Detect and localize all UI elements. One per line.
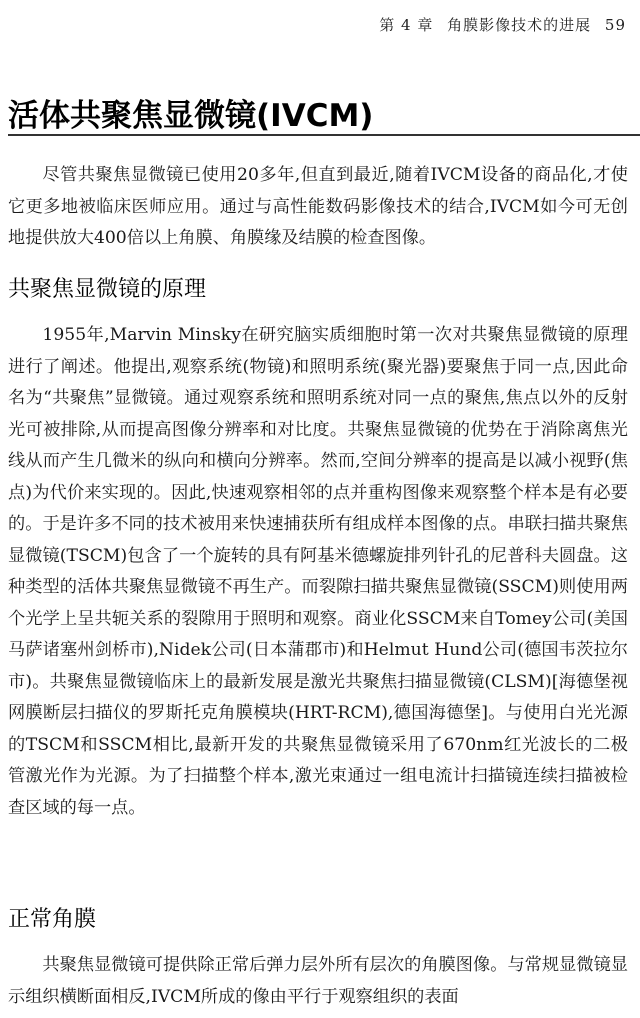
- intro-paragraph: 尽管共聚焦显微镜已使用20多年,但直到最近,随着IVCM设备的商品化,才使它更多地被临床医师应用。通过与高性能数码影像技术的结合,IVCM如今可无创地提供放大400倍以上角膜、角膜缘及结膜的检查图像。: [8, 165, 628, 248]
- running-head: [371, 14, 626, 35]
- section-heading-normal-cornea: 正常角膜: [8, 907, 97, 932]
- page-number: 59: [604, 16, 626, 34]
- section-title: 活体共聚焦显微镜(IVCM): [8, 98, 374, 134]
- title-underline: [8, 134, 640, 136]
- principle-paragraph: 1955年,Marvin Minsky在研究脑实质细胞时第一次对共聚焦显微镜的原理进行了阐述。他提出,观察系统(物镜)和照明系统(聚光器)要聚焦于同一点,因此命名为“共聚焦”显微镜。通过观察系统和照明系统对同一点的聚焦,焦点以外的反射光可被排除,从而提高图像分辨率和对比度。共聚焦显微镜的优势在于消除离焦光线从而产生几微米的纵向和横向分辨率。然而,空间分辨率的提高是以减小视野(焦点)为代价来实现的。因此,快速观察相邻的点并重构图像来观察整个样本是有必要的。于是许多不同的技术被用来快速捕获所有组成样本图像的点。串联扫描共聚焦显微镜(TSCM)包含了一个旋转的具有阿基米德螺旋排列针孔的尼普科夫圆盘。这种类型的活体共聚焦显微镜不再生产。而裂隙扫描共聚焦显微镜(SSCM)则使用两个光学上呈共轭关系的裂隙用于照明和观察。商业化SSCM来自Tomey公司(美国马萨诸塞州剑桥市),Nidek公司(日本蒲郡市)和Helmut Hund公司(德国韦茨拉尔市)。共聚焦显微镜临床上的最新发展是激光共聚焦扫描显微镜(CLSM)[海德堡视网膜断层扫描仪的罗斯托克角膜模块(HRT-RCM),德国海德堡]。与使用白光光源的TSCM和SSCM相比,最新开发的共聚焦显微镜采用了670nm红光波长的二极管激光作为光源。为了扫描整个样本,激光束通过一组电流计扫描镜连续扫描被检查区域的每一点。: [8, 325, 628, 818]
- chapter-number: 第 4 章: [379, 16, 434, 34]
- section-heading-principle: 共聚焦显微镜的原理: [8, 277, 207, 302]
- normal-cornea-paragraph: 共聚焦显微镜可提供除正常后弹力层外所有层次的角膜图像。与常规显微镜显示组织横断面相反,IVCM所成的像由平行于观察组织的表面: [8, 955, 628, 1007]
- chapter-title: 角膜影像技术的进展: [447, 16, 592, 34]
